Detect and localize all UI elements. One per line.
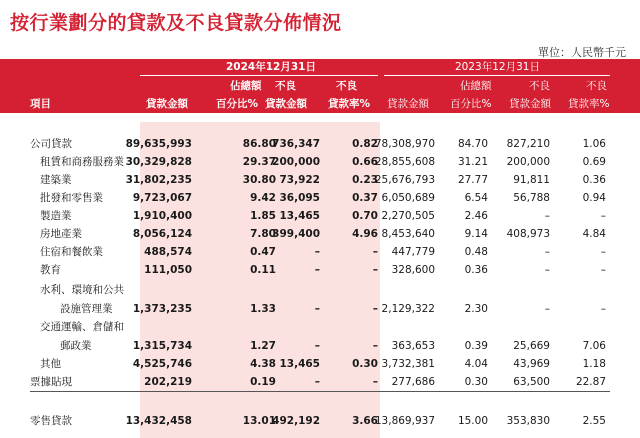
prior-npl: 408,973: [506, 228, 550, 240]
cur-rate-header: 貸款率%: [328, 98, 371, 110]
cur-npl: –: [314, 340, 320, 352]
row-label: 製造業: [40, 210, 72, 222]
period-prior-underline: [384, 75, 610, 76]
cur-amount: 1,315,734: [132, 340, 192, 352]
prior-rate: 2.55: [582, 415, 606, 427]
prior-npl: –: [544, 210, 550, 222]
row-label: 其他: [40, 358, 61, 370]
cur-rate: 0.82: [352, 138, 378, 150]
cur-amount: 1,910,400: [132, 210, 192, 222]
row-label: 租賃和商務服務業: [40, 156, 124, 168]
prior-amount: 328,600: [391, 264, 435, 276]
prior-pct: 6.54: [464, 192, 488, 204]
cur-npl: –: [314, 303, 320, 315]
period-prior-label: 2023年12月31日: [455, 61, 540, 73]
prior-npl: 25,669: [513, 340, 550, 352]
cur-amount: 488,574: [144, 246, 192, 258]
cur-npl: 13,465: [279, 358, 320, 370]
cur-amount: 202,219: [144, 376, 192, 388]
prior-rate: 0.69: [582, 156, 606, 168]
prior-rate: 22.87: [575, 376, 606, 388]
table-row: [0, 339, 640, 354]
row-label: 教育: [40, 264, 61, 276]
row-label: 批發和零售業: [40, 192, 103, 204]
cur-rate: 0.70: [352, 210, 378, 222]
cur-pct: 30.80: [242, 174, 276, 186]
prior-amount-header: 貸款金額: [387, 98, 429, 110]
prior-amount: 25,676,793: [374, 174, 435, 186]
table-row-label-top: [0, 283, 640, 298]
cur-rate: 0.37: [352, 192, 378, 204]
cur-rate: 3.66: [352, 415, 378, 427]
prior-pct: 0.36: [464, 264, 488, 276]
prior-rate-header: 貸款率%: [568, 98, 610, 110]
prior-npl: 353,830: [506, 415, 550, 427]
prior-npl: 200,000: [506, 156, 550, 168]
row-label: 住宿和餐飲業: [40, 246, 103, 258]
prior-npl: –: [544, 264, 550, 276]
table-row: [0, 302, 640, 317]
prior-rate: 0.94: [582, 192, 606, 204]
cur-npl: 36,095: [279, 192, 320, 204]
cur-rate-header-top: 不良: [336, 80, 357, 92]
cur-amount: 89,635,993: [125, 138, 192, 150]
cur-pct-header: 百分比%: [216, 98, 259, 110]
item-header: 項目: [30, 98, 51, 110]
cur-pct: 1.85: [250, 210, 276, 222]
cur-pct: 7.80: [250, 228, 276, 240]
period-current-label: 2024年12月31日: [226, 61, 316, 73]
unit-label: 單位：人民幣千元: [538, 46, 626, 59]
table-row-label-top: [0, 320, 640, 335]
prior-amount: 78,308,970: [374, 138, 435, 150]
cur-amount-header: 貸款金額: [146, 98, 188, 110]
prior-pct-header: 百分比%: [450, 98, 492, 110]
period-current-underline: [140, 75, 378, 76]
cur-pct: 29.37: [242, 156, 276, 168]
cur-pct: 1.27: [250, 340, 276, 352]
prior-pct: 27.77: [457, 174, 488, 186]
prior-pct: 0.30: [464, 376, 488, 388]
cur-amount: 4,525,746: [132, 358, 192, 370]
prior-amount: 6,050,689: [381, 192, 435, 204]
table-row: [0, 357, 640, 372]
divider-line: [30, 391, 610, 392]
cur-npl: 13,465: [279, 210, 320, 222]
prior-pct: 15.00: [457, 415, 488, 427]
cur-npl: 492,192: [272, 415, 320, 427]
cur-rate: –: [372, 246, 378, 258]
cur-amount: 111,050: [144, 264, 192, 276]
cur-pct: 13.01: [242, 415, 276, 427]
prior-npl: 827,210: [506, 138, 550, 150]
table-row: [0, 414, 640, 429]
prior-rate: –: [600, 303, 606, 315]
prior-amount: 2,129,322: [381, 303, 435, 315]
table-row: [0, 155, 640, 170]
prior-npl: –: [544, 303, 550, 315]
prior-amount: 277,686: [391, 376, 435, 388]
table-row: [0, 209, 640, 224]
cur-amount: 9,723,067: [132, 192, 192, 204]
prior-npl-header-top: 不良: [529, 80, 550, 92]
cur-npl: 399,400: [272, 228, 320, 240]
prior-rate: 7.06: [582, 340, 606, 352]
prior-pct-header-top: 佔總額: [460, 80, 492, 92]
prior-rate: 0.36: [582, 174, 606, 186]
row-label: 票據貼現: [30, 376, 72, 388]
cur-npl: –: [314, 376, 320, 388]
cur-npl-header-top: 不良: [275, 80, 296, 92]
cur-amount: 8,056,124: [132, 228, 192, 240]
prior-rate: –: [600, 210, 606, 222]
cur-rate: 0.23: [352, 174, 378, 186]
cur-rate: –: [372, 303, 378, 315]
prior-rate: –: [600, 246, 606, 258]
row-label: 公司貸款: [30, 138, 72, 150]
table-row: [0, 375, 640, 390]
prior-rate: 1.06: [582, 138, 606, 150]
prior-pct: 2.46: [464, 210, 488, 222]
prior-npl: 63,500: [513, 376, 550, 388]
row-label-line1: 水利、環境和公共: [40, 284, 124, 296]
row-label: 房地產業: [40, 228, 82, 240]
prior-npl: 91,811: [513, 174, 550, 186]
prior-pct: 31.21: [457, 156, 488, 168]
cur-amount: 31,802,235: [125, 174, 192, 186]
prior-npl-header: 貸款金額: [509, 98, 551, 110]
cur-pct-header-top: 佔總額: [230, 80, 262, 92]
cur-amount: 13,432,458: [125, 415, 192, 427]
prior-pct: 0.48: [464, 246, 488, 258]
cur-pct: 0.47: [250, 246, 276, 258]
page-title: 按行業劃分的貸款及不良貸款分佈情況: [10, 12, 342, 34]
cur-rate: 4.96: [352, 228, 378, 240]
prior-pct: 0.39: [464, 340, 488, 352]
table-row: [0, 191, 640, 206]
prior-amount: 28,855,608: [374, 156, 435, 168]
cur-amount: 1,373,235: [132, 303, 192, 315]
table-row: [0, 173, 640, 188]
cur-rate: –: [372, 376, 378, 388]
prior-amount: 13,869,937: [374, 415, 435, 427]
prior-rate: –: [600, 264, 606, 276]
cur-npl: 73,922: [279, 174, 320, 186]
table-row: [0, 245, 640, 260]
prior-npl: 56,788: [513, 192, 550, 204]
prior-pct: 4.04: [464, 358, 488, 370]
cur-pct: 1.33: [250, 303, 276, 315]
cur-npl: 736,347: [272, 138, 320, 150]
cur-npl: 200,000: [272, 156, 320, 168]
cur-rate: –: [372, 264, 378, 276]
prior-amount: 447,779: [391, 246, 435, 258]
prior-npl: 43,969: [513, 358, 550, 370]
cur-pct: 9.42: [250, 192, 276, 204]
prior-pct: 2.30: [464, 303, 488, 315]
prior-amount: 363,653: [391, 340, 435, 352]
prior-pct: 84.70: [457, 138, 488, 150]
prior-rate: 4.84: [582, 228, 606, 240]
row-label-line2: 郵政業: [60, 340, 92, 352]
row-label: 零售貸款: [30, 415, 72, 427]
row-label-line1: 交通運輸、倉儲和: [40, 321, 124, 333]
table-row: [0, 137, 640, 152]
cur-npl: –: [314, 264, 320, 276]
cur-pct: 86.80: [242, 138, 276, 150]
prior-amount: 8,453,640: [381, 228, 435, 240]
prior-amount: 2,270,505: [381, 210, 435, 222]
row-label: 建築業: [40, 174, 72, 186]
table-row: [0, 227, 640, 242]
cur-pct: 4.38: [250, 358, 276, 370]
cur-pct: 0.19: [250, 376, 276, 388]
table-row: [0, 263, 640, 278]
cur-npl: –: [314, 246, 320, 258]
prior-amount: 3,732,381: [381, 358, 435, 370]
prior-rate-header-top: 不良: [586, 80, 607, 92]
cur-pct: 0.11: [250, 264, 276, 276]
prior-npl: –: [544, 246, 550, 258]
cur-rate: 0.30: [352, 358, 378, 370]
cur-npl-header: 貸款金額: [265, 98, 307, 110]
cur-rate: 0.66: [352, 156, 378, 168]
row-label-line2: 設施管理業: [60, 303, 113, 315]
cur-rate: –: [372, 340, 378, 352]
prior-rate: 1.18: [582, 358, 606, 370]
prior-pct: 9.14: [464, 228, 488, 240]
cur-amount: 30,329,828: [125, 156, 192, 168]
